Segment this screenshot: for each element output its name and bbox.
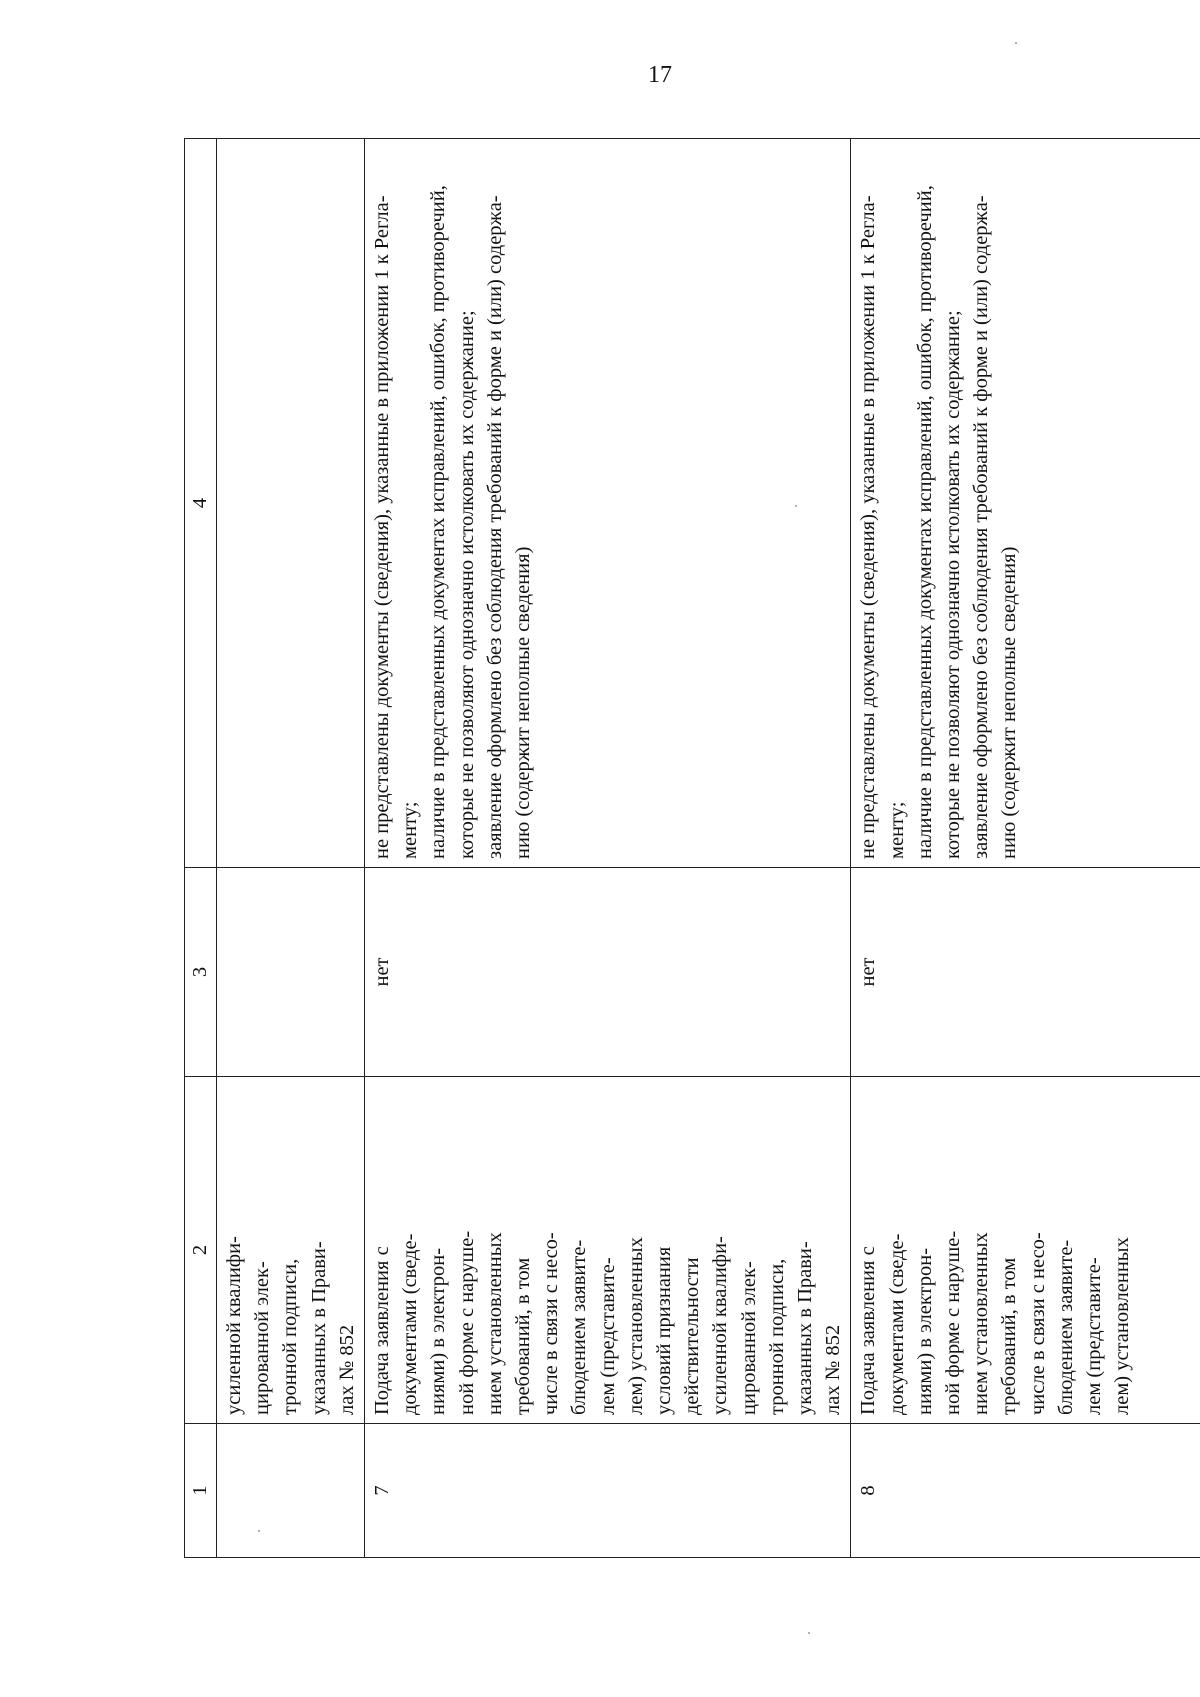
reason-line: числе в связи с несо-	[540, 1232, 563, 1415]
reason-line: нием установленных	[483, 1232, 506, 1415]
header-col-1: 1	[185, 1424, 217, 1558]
reason-cell	[217, 1077, 365, 1424]
scan-speck	[258, 1530, 260, 1532]
reason-line: требований, в том	[512, 1257, 535, 1415]
grounds-line: не представлены документы (сведения), указанные в приложении 1 к Регла-	[371, 195, 394, 859]
reason-line: лах № 852	[822, 1324, 845, 1415]
row-number: 8	[851, 1424, 1200, 1558]
need-cell	[217, 868, 365, 1077]
grounds-table	[184, 138, 1200, 1558]
table-row	[365, 139, 851, 1558]
reason-line: нием установленных	[970, 1232, 993, 1415]
grounds-line: не представлены документы (сведения), указанные в приложении 1 к Регла-	[857, 195, 880, 859]
reason-line: документами (сведе-	[399, 1233, 422, 1415]
page-number: 17	[648, 62, 672, 88]
table-row	[851, 139, 1200, 1558]
table-header-row	[185, 139, 217, 1558]
reason-line: действительности	[681, 1257, 704, 1415]
reason-line: ниями) в электрон-	[427, 1247, 450, 1415]
reason-line: лем (представите-	[596, 1257, 619, 1415]
reason-line: лем (представите-	[1083, 1257, 1106, 1415]
need-cell: нет	[365, 868, 851, 1077]
reason-line: условий признания	[653, 1246, 676, 1415]
reason-line: усиленной квалифи-	[223, 1236, 245, 1415]
grounds-cell	[851, 139, 1200, 868]
table-row	[217, 139, 365, 1558]
reason-line: лем) установленных	[624, 1237, 647, 1415]
scan-speck	[795, 505, 797, 507]
reason-cell	[365, 1077, 851, 1424]
grounds-cell	[217, 139, 365, 868]
reason-line: цированной элек-	[737, 1261, 760, 1415]
row-number: 7	[365, 1424, 851, 1558]
scan-speck	[808, 1632, 810, 1634]
reason-line: усиленной квалифи-	[709, 1236, 732, 1415]
reason-line: ниями) в электрон-	[913, 1247, 936, 1415]
reason-line: блюдением заявите-	[568, 1239, 591, 1415]
grounds-line: наличие в представленных документах исправлений, ошибок, противоречий,	[913, 185, 936, 859]
grounds-line: которые не позволяют однозначно истолковать их содержание;	[455, 310, 478, 859]
reason-line: числе в связи с несо-	[1026, 1232, 1049, 1415]
grounds-line: менту;	[885, 801, 908, 859]
header-col-3: 3	[185, 868, 217, 1077]
reason-line: требований, в том	[998, 1257, 1021, 1415]
need-cell: нет	[851, 868, 1200, 1077]
row-number	[217, 1424, 365, 1558]
reason-line: лем) установленных	[1111, 1237, 1134, 1415]
reason-line: тронной подписи,	[765, 1258, 788, 1415]
reason-line: указанных в Прави-	[794, 1241, 817, 1415]
grounds-line: нию (содержит неполные сведения)	[512, 546, 535, 859]
reason-line: указанных в Прави-	[307, 1241, 330, 1415]
grounds-line: наличие в представленных документах исправлений, ошибок, противоречий,	[427, 185, 450, 859]
reason-line: цированной элек-	[251, 1261, 274, 1415]
reason-line: лах № 852	[335, 1324, 358, 1415]
scan-speck	[1015, 42, 1017, 44]
header-col-4: 4	[185, 139, 217, 868]
reason-line: ной форме с наруше-	[942, 1230, 965, 1415]
reason-line: тронной подписи,	[279, 1258, 302, 1415]
rotated-table-container	[184, 138, 1200, 1558]
grounds-line: нию (содержит неполные сведения)	[998, 546, 1021, 859]
reason-line: Подача заявления с	[857, 1246, 880, 1415]
reason-cell	[851, 1077, 1200, 1424]
reason-line: Подача заявления с	[371, 1246, 394, 1415]
grounds-line: менту;	[399, 801, 422, 859]
header-col-2: 2	[185, 1077, 217, 1424]
reason-line: ной форме с наруше-	[455, 1230, 478, 1415]
reason-line: документами (сведе-	[885, 1233, 908, 1415]
grounds-line: заявление оформлено без соблюдения требований к форме и (или) содержа-	[483, 195, 506, 859]
reason-line: блюдением заявите-	[1054, 1239, 1077, 1415]
grounds-line: заявление оформлено без соблюдения требований к форме и (или) содержа-	[970, 195, 993, 859]
grounds-line: которые не позволяют однозначно истолковать их содержание;	[942, 310, 965, 859]
grounds-cell	[365, 139, 851, 868]
